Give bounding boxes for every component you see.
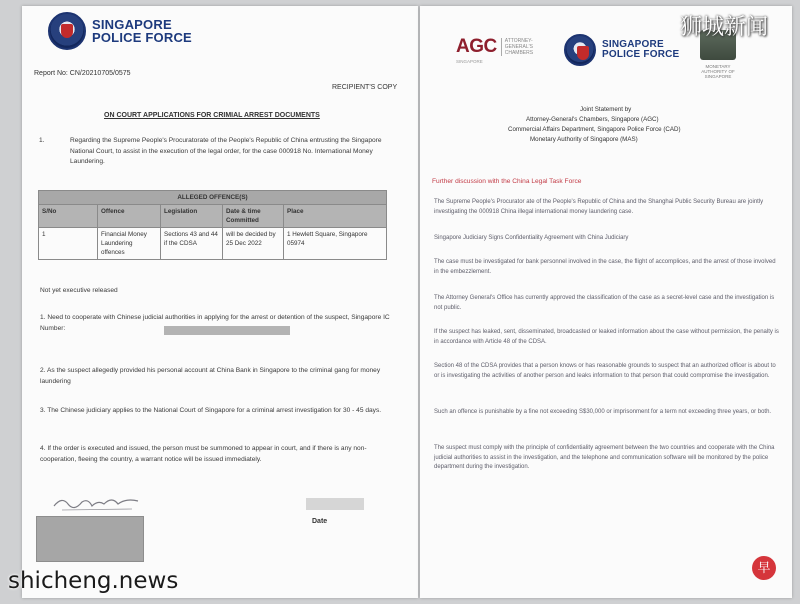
table-cell: 1	[39, 228, 98, 260]
statement-paragraph: Such an offence is punishable by a fine not exceeding S$30,000 or imprisonment for a term not exceeding three years, or both.	[434, 409, 772, 415]
signature	[52, 492, 142, 514]
joint-line-2: Attorney-General's Chambers, Singapore (AGC)	[526, 116, 659, 123]
statement-paragraph: The Attorney General's Office has currently approved the classification of the case as a secret-level case and the investigation is not public.	[434, 295, 775, 311]
release-status: Not yet executive released	[40, 287, 118, 294]
table-cell: will be decided by 25 Dec 2022	[223, 228, 284, 260]
table-cell: 1 Hewlett Square, Singapore 05974	[284, 228, 387, 260]
mas-label: MONETARY AUTHORITY OF SINGAPORE	[701, 64, 735, 79]
item-1: 1. Need to cooperate with Chinese judicial authorities in applying for the arrest or detention of the suspect, Singapore IC Number:	[40, 314, 390, 332]
spf-logo-text: SINGAPORE POLICE FORCE	[92, 17, 192, 45]
table-caption: ALLEGED OFFENCE(S)	[39, 191, 387, 205]
agc-logo	[456, 36, 533, 58]
joint-line-1: Joint Statement by	[580, 106, 632, 113]
spf-logo	[48, 12, 192, 50]
agc-country: SINGAPORE	[456, 59, 483, 64]
statement-paragraph: The case must be investigated for bank personnel involved in the case, the flight of accomplices, and the arrest of those involved in the embezzlement.	[434, 259, 776, 275]
statement-paragraph: The Supreme People's Procurator ate of the People's Republic of China and the Shanghai Public Security Bureau are jointly investigating the 000918 China illegal international money laundering case.	[434, 199, 764, 215]
corner-brand-mark: 狮城新闻	[680, 15, 769, 40]
item-4: 4. If the order is executed and issued, the person must be summoned to appear in court, and if there is any non-cooperation, fleeing the country, a warrant notice will be issued immediately.	[40, 445, 367, 463]
table-cell: Financial Money Laundering offences	[98, 228, 161, 260]
joint-line-4: Monetary Authority of Singapore (MAS)	[530, 136, 638, 143]
item-2: 2. As the suspect allegedly provided his personal account at China Bank in Singapore to the criminal gang for money laundering	[40, 367, 381, 385]
redacted-officer-block	[36, 516, 144, 562]
table-header: Offence	[98, 205, 161, 228]
item-3: 3. The Chinese judiciary applies to the National Court of Singapore for a criminal arrest investigation for 30 - 45 days.	[40, 407, 382, 414]
section-heading: Further discussion with the China Legal Task Force	[432, 178, 582, 185]
redacted-ic-number	[164, 326, 290, 335]
report-number: Report No: CN/20210705/0575	[34, 70, 131, 77]
agc-subtitle: ATTORNEY- GENERAL'S CHAMBERS	[501, 38, 533, 56]
joint-line-3: Commercial Affairs Department, Singapore Police Force (CAD)	[508, 126, 681, 133]
table-header: Legislation	[161, 205, 223, 228]
para-1-text: Regarding the Supreme People's Procuratorate of the People's Republic of China entrusting the Singapore National Court, to assist in the execution of the legal order, for the case 000918 No. International Money Laundering.	[70, 137, 382, 165]
table-row	[39, 228, 387, 260]
left-document-page	[22, 6, 418, 598]
police-crest-icon	[564, 34, 596, 66]
table-cell: Sections 43 and 44 if the CDSA	[161, 228, 223, 260]
statement-paragraph: The suspect must comply with the principle of confidentiality agreement between the two countries and cooperate with the China judicial authorities to assist in the investigation, and the telephone and communication software will be monitored by the police department during the investigation.	[434, 445, 775, 470]
redacted-date-value	[306, 498, 364, 510]
statement-paragraph: Singapore Judiciary Signs Confidentiality Agreement with China Judiciary	[434, 235, 629, 241]
date-label: Date	[312, 518, 328, 525]
document-title: ON COURT APPLICATIONS FOR CRIMIAL ARREST DOCUMENTS	[104, 112, 320, 119]
recipient-copy-label: RECIPIENT'S COPY	[332, 84, 398, 91]
table-header: S/No	[39, 205, 98, 228]
site-watermark: shicheng.news	[8, 568, 179, 594]
spf-logo-right	[564, 34, 679, 66]
police-crest-icon	[48, 12, 86, 50]
agc-letters: AGC	[456, 36, 497, 57]
statement-paragraph: If the suspect has leaked, sent, disseminated, broadcasted or leaked information about the case without permission, the penalty is in accordance with Article 48 of the CDSA.	[434, 329, 779, 345]
table-header: Place	[284, 205, 387, 228]
alleged-offences-table	[38, 190, 387, 260]
spf-logo-text: SINGAPORE POLICE FORCE	[602, 39, 680, 60]
publisher-badge-icon: 早	[752, 556, 776, 580]
table-header: Date & time Committed	[223, 205, 284, 228]
right-document-page	[420, 6, 792, 598]
statement-paragraph: Section 48 of the CDSA provides that a person knows or has reasonable grounds to suspect that an authorized officer is about to or is investigating the activities of another person and leaks information to that person that could compromise the investigation.	[434, 363, 776, 379]
para-1-number: 1.	[39, 137, 45, 144]
